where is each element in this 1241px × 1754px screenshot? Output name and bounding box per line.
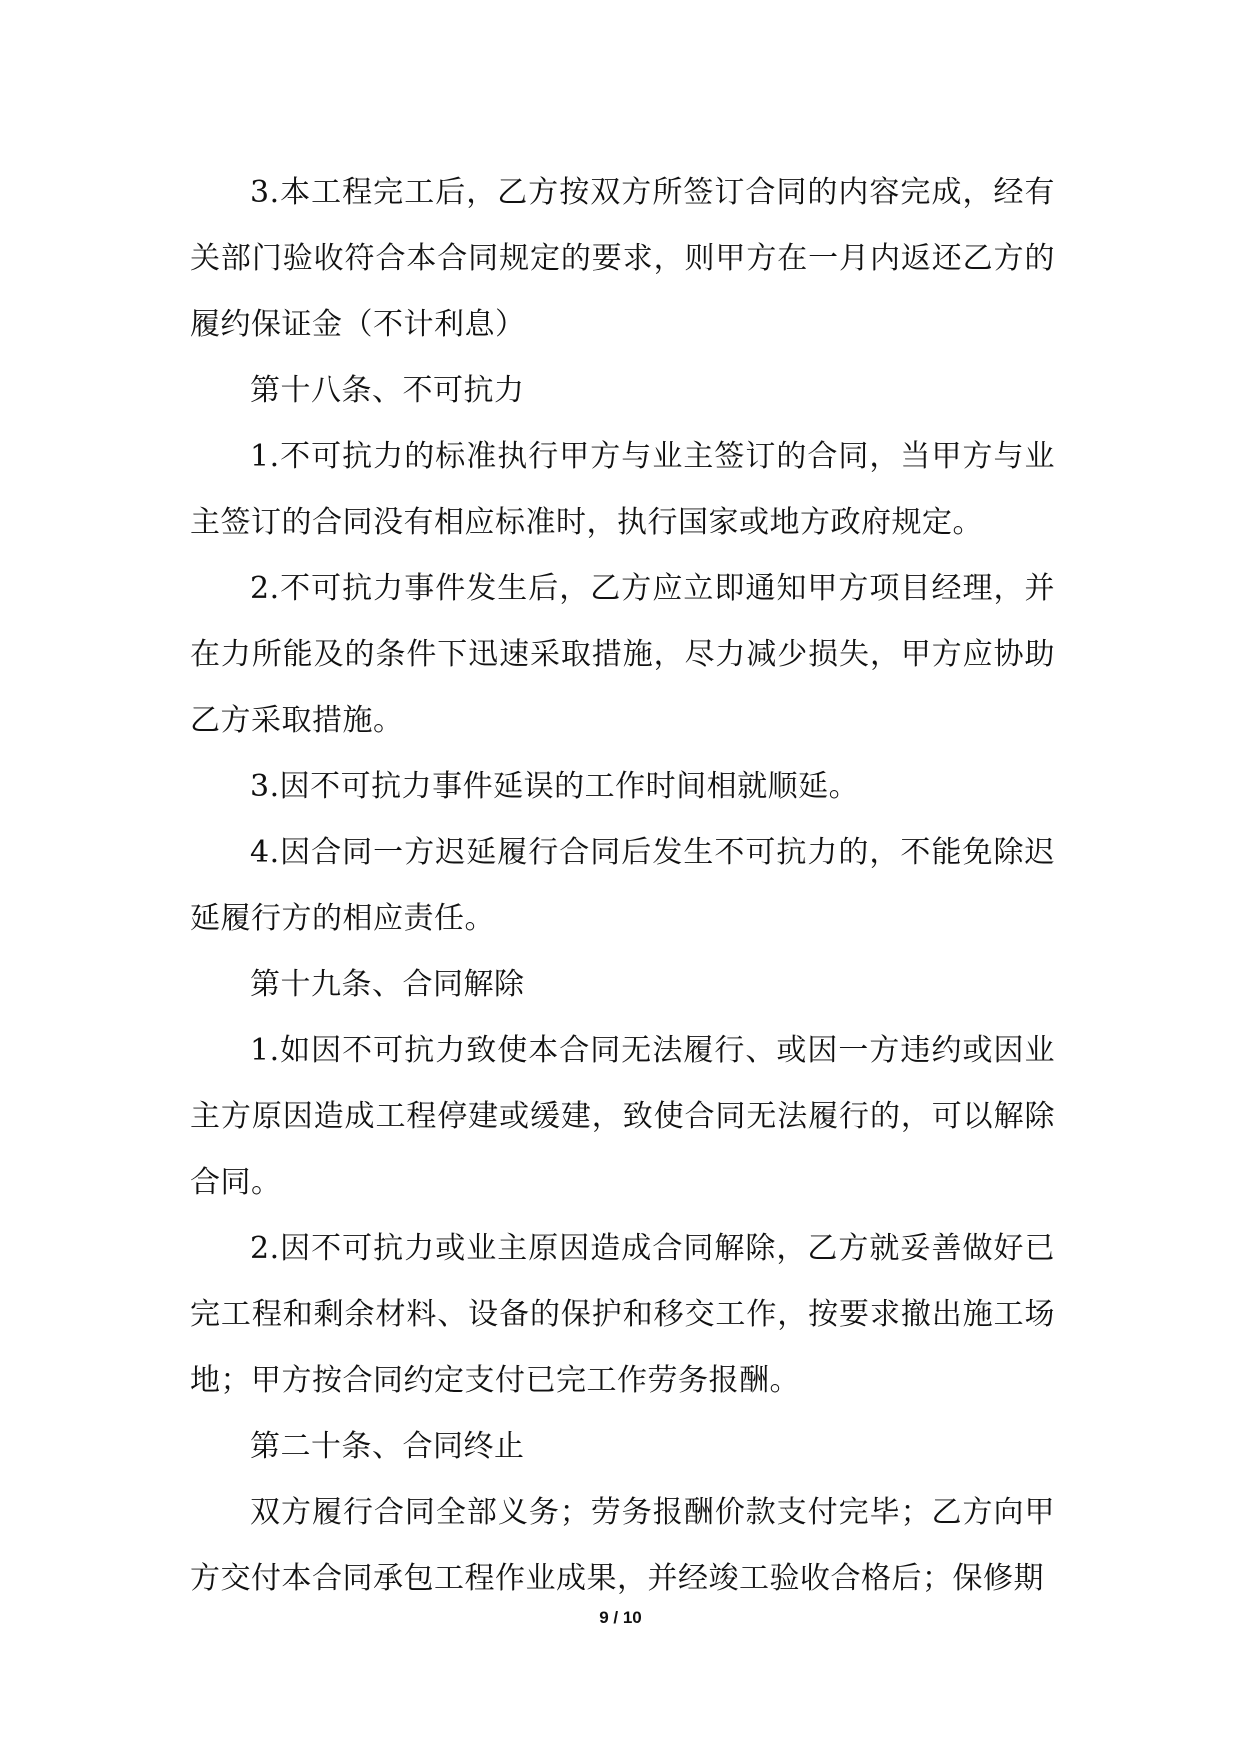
clause-paragraph: 双方履行合同全部义务；劳务报酬价款支付完毕；乙方向甲方交付本合同承包工程作业成果，并经竣工验收合格后；保修期 — [190, 1495, 1055, 1596]
page-number: 9 / 10 — [599, 1608, 642, 1627]
clause-paragraph: 4.因合同一方迟延履行合同后发生不可抗力的，不能免除迟延履行方的相应责任。 — [190, 835, 1055, 936]
document-body — [190, 160, 1055, 1612]
clause-paragraph: 1.不可抗力的标准执行甲方与业主签订的合同，当甲方与业主签订的合同没有相应标准时，执行国家或地方政府规定。 — [190, 439, 1055, 540]
clause-paragraph: 2.因不可抗力或业主原因造成合同解除，乙方就妥善做好已完工程和剩余材料、设备的保护和移交工作，按要求撤出施工场地；甲方按合同约定支付已完工作劳务报酬。 — [190, 1231, 1055, 1398]
clause-paragraph: 3.本工程完工后，乙方按双方所签订合同的内容完成，经有关部门验收符合本合同规定的要求，则甲方在一月内返还乙方的履约保证金（不计利息） — [190, 175, 1055, 342]
article-heading: 第二十条、合同终止 — [250, 1429, 525, 1464]
clause-paragraph: 2.不可抗力事件发生后，乙方应立即通知甲方项目经理，并在力所能及的条件下迅速采取措施，尽力减少损失，甲方应协助乙方采取措施。 — [190, 571, 1055, 738]
clause-paragraph: 3.因不可抗力事件延误的工作时间相就顺延。 — [250, 769, 860, 804]
article-heading: 第十八条、不可抗力 — [250, 373, 525, 408]
article-heading: 第十九条、合同解除 — [250, 967, 525, 1002]
clause-paragraph: 1.如因不可抗力致使本合同无法履行、或因一方违约或因业主方原因造成工程停建或缓建，致使合同无法履行的，可以解除合同。 — [190, 1033, 1055, 1200]
